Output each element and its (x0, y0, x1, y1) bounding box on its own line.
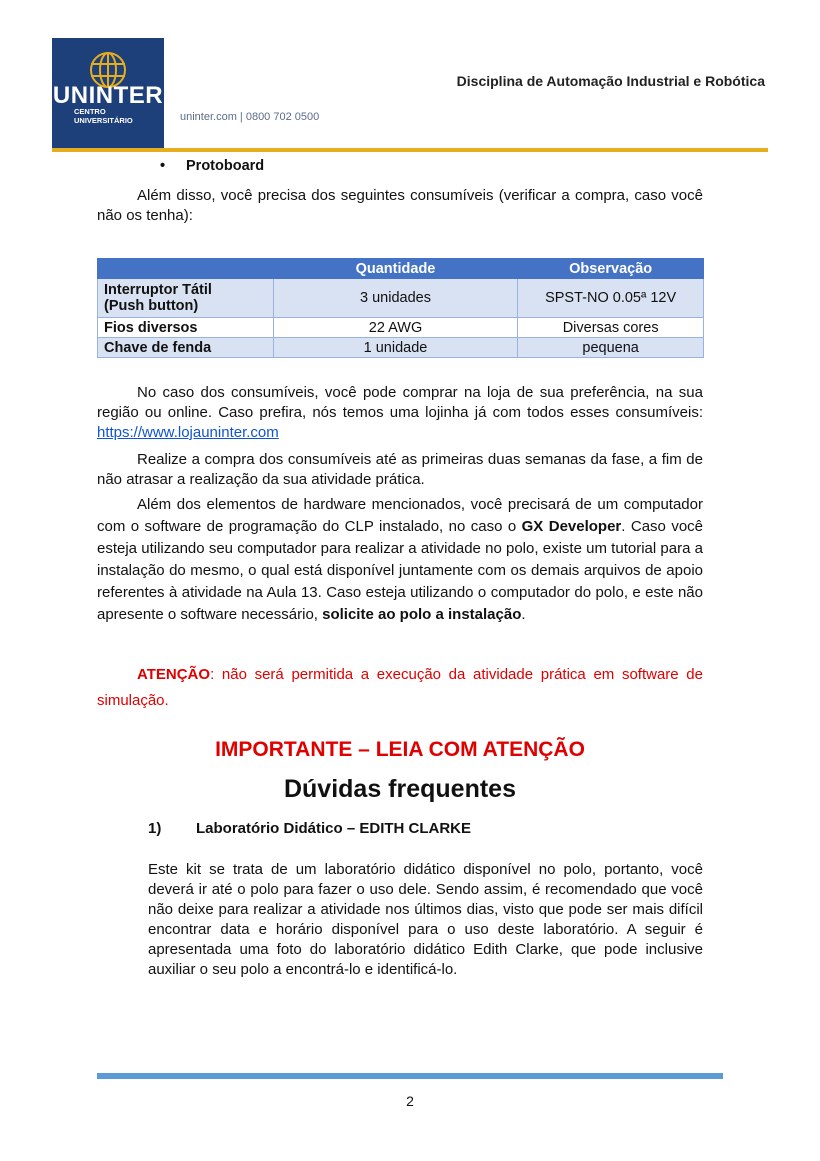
faq-heading: Dúvidas frequentes (283, 775, 516, 803)
table-cell-qty: 1 unidade (273, 338, 518, 358)
logo-sub-line2: UNIVERSITÁRIO (74, 115, 133, 125)
table-row (98, 279, 704, 318)
table-cell-name (98, 279, 274, 318)
table-row (98, 338, 704, 358)
software-text: Além dos elementos de hardware mencionados, você precisará de um computador com o software de programação do CLP instalado, no caso o (97, 496, 703, 535)
table-cell-name: Chave de fenda (98, 338, 274, 358)
table-header-cell: Observação (518, 259, 704, 279)
intro-paragraph: Além disso, você precisa dos seguintes consumíveis (verificar a compra, caso você não os tenha): (97, 187, 703, 224)
consumables-table (97, 258, 704, 358)
software-name: GX Developer (521, 518, 622, 535)
bullet-text: Protoboard (186, 158, 265, 174)
table-header-row (98, 259, 704, 279)
install-request: solicite ao polo a instalação (322, 606, 522, 623)
table-header-cell (98, 259, 274, 279)
logo-sub-line1: CENTRO (74, 107, 106, 116)
table-cell-qty: 22 AWG (273, 318, 518, 338)
faq-paragraph: Este kit se trata de um laboratório didático disponível no polo, portanto, você deverá ir até o polo para fazer o uso dele. Sendo assim, é recomendado que você não deixe para realizar a atividade nos últimos dias, visto que pode ser mais difícil encontrar data e horário disponível para o uso deste laboratório. A seguir é apresentada uma foto do laboratório didático Edith Clarke, que pode inclusive auxiliar o seu polo a encontrá-lo e identificá-lo. (148, 861, 703, 978)
faq-item-number: 1) (148, 820, 162, 837)
software-paragraph (97, 494, 703, 626)
table-cell-obs: pequena (518, 338, 704, 358)
important-heading: IMPORTANTE – LEIA COM ATENÇÃO (215, 738, 585, 761)
name-line: (Push button) (104, 298, 199, 314)
logo-wordmark: UNINTER (52, 82, 164, 109)
table-cell-obs: Diversas cores (518, 318, 704, 338)
software-text: . (521, 606, 526, 623)
table-cell-obs: SPST-NO 0.05ª 12V (518, 279, 704, 318)
discipline-title: Disciplina de Automação Industrial e Robótica (456, 73, 765, 89)
page-number: 2 (406, 1093, 414, 1109)
attention-label: ATENÇÃO (137, 666, 211, 683)
attention-text: : não será permitida a execução da atividade prática em software de simulação. (97, 666, 703, 709)
bullet-item (160, 158, 264, 174)
faq-item-heading (148, 820, 471, 837)
header-rule (52, 148, 768, 152)
bullet-dot-icon: • (160, 158, 166, 174)
contact-info: uninter.com | 0800 702 0500 (180, 111, 320, 123)
attention-paragraph (97, 662, 703, 714)
footer-rule (97, 1073, 723, 1079)
store-text: No caso dos consumíveis, você pode comprar na loja de sua preferência, na sua região ou online. Caso prefira, nós temos uma lojinha já com todos esses consumíveis: (97, 384, 703, 421)
faq-item-title: Laboratório Didático – EDITH CLARKE (196, 820, 472, 837)
name-line: Interruptor Tátil (104, 282, 212, 298)
store-link[interactable]: https://www.lojauninter.com (97, 424, 279, 441)
store-paragraph (97, 383, 703, 443)
table-row (98, 318, 704, 338)
software-text: . Caso você esteja utilizando seu computador para realizar a atividade no polo, existe um tutorial para a instalação do mesmo, o qual está disponível juntamente com os demais arquivos de apoio referentes à atividade na Aula 13. Caso esteja utilizando o computador do polo, e este não apresente o software necessário, (97, 518, 704, 623)
logo-subtitle (74, 108, 133, 125)
uninter-logo (52, 38, 164, 152)
table-header-cell: Quantidade (273, 259, 518, 279)
table-cell-name: Fios diversos (98, 318, 274, 338)
table-cell-qty: 3 unidades (273, 279, 518, 318)
buy-paragraph: Realize a compra dos consumíveis até as primeiras duas semanas da fase, a fim de não atrasar a realização da sua atividade prática. (97, 451, 703, 488)
